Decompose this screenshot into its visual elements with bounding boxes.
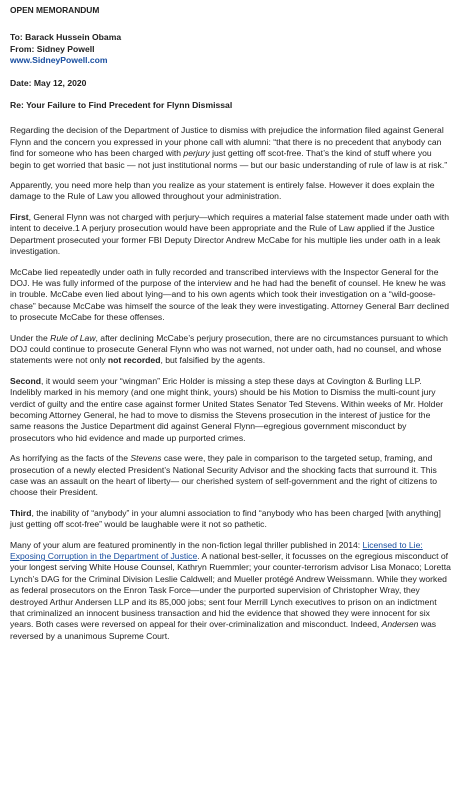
paragraph-3: First, General Flynn was not charged with perjury—which requires a material false statement made under oath with intent to deceive.1 A perjury prosecution would have been appropriate and the Rule of Law applied if the Justice Department prosecuted your former FBI Deputy Director Andrew McCabe for his multiple lies under oath in a leak investigation. xyxy=(10,211,449,257)
paragraph-5: Under the Rule of Law, after declining McCabe’s perjury prosecution, there are no circumstances pursuant to which DOJ could continue to prosecute General Flynn who was not warned, not under oath, had no counsel, and whose statements were not only not recorded, but falsified by the agents. xyxy=(10,332,448,366)
memo-to: To: Barack Hussein Obama xyxy=(10,32,122,43)
memo-date: Date: May 12, 2020 xyxy=(10,77,87,88)
paragraph-8: Third, the inability of “anybody” in your alumni association to find “anybody who has been charged [with anything] just getting off scot-free” would be laughable were it not so pathetic. xyxy=(10,507,441,530)
book-link[interactable]: Licensed to Lie: Exposing Corruption in the Department of Justice xyxy=(10,539,423,562)
website-link[interactable]: www.SidneyPowell.com xyxy=(10,55,108,66)
paragraph-6: Second, it would seem your “wingman” Eric Holder is missing a step these days at Covington & Burling LLP. Indelibly marked in his memory (and one might think, yours) should be his Motion to Dismiss the multi-count jury verdict of guilty and the entire case against former United States Senator Ted Stevens. Within weeks of Mr. Holder becoming Attorney General, he had to move to dismiss the Stevens prosecution in the interest of justice for the same reasons the Justice Department did against General Flynn—egregious government misconduct by prosecutors who hid evidence and made up purported crimes. xyxy=(10,375,444,443)
paragraph-1: Regarding the decision of the Department of Justice to dismiss with prejudice the information filed against General Flynn and the concern you expressed in your phone call with alumni: “that there is no precedent that anybody can find for someone who has been charged with perjury just getting off scot-free. That’s the kind of stuff where you begin to get worried that basic — not just institutional norms — but our basic understanding of rule of law is at risk.” xyxy=(10,125,448,170)
paragraph-2: Apparently, you need more help than you realize as your statement is entirely false. However it does explain the damage to the Rule of Law you allowed throughout your administration. xyxy=(10,180,435,202)
paragraph-7: As horrifying as the facts of the Stevens case were, they pale in comparison to the targeted setup, framing, and prosecution of a newly elected President’s National Security Advisor and the shocking facts that surround it. This case was an assault on the heart of liberty— our cherished system of self-government and the right of citizens to choose their President. xyxy=(10,453,438,498)
paragraph-9: Many of your alum are featured prominently in the non-fiction legal thriller published in 2014: Licensed to Lie: Exposing Corruption in the Department of Justice. A national best-seller, it focusses on the egregious misconduct of your longest serving White House Counsel, Kathryn Ruemmler; your counter-terrorism advisor Lisa Monaco; Loretta Lynch’s DAG for the Criminal Division Leslie Caldwell; and Mueller protégé Andrew Weissmann. While they worked as federal prosecutors on the Enron Task Force—under the purported supervision of Christopher Wray, they destroyed Arthur Andersen LLP and its 85,000 jobs; sent four Merrill Lynch executives to prison on an indictment that criminalized an innocent business transaction and hid the evidence that showed they were innocent for six years. Both cases were reversed on appeal for their over-criminalization and misconduct. Indeed, Andersen was reversed by a unanimous Supreme Court. xyxy=(10,539,451,641)
memo-from: From: Sidney Powell xyxy=(10,43,95,54)
memo-heading: OPEN MEMORANDUM xyxy=(10,5,100,15)
paragraph-4: McCabe lied repeatedly under oath in fully recorded and transcribed interviews with the Inspector General for the DOJ. He was fully informed of the purpose of the interview and he had had the benefit of counsel. He knew he was in trouble. McCabe even lied about lying—and to his own agents which took their investigation on a “wild-goose-chase” because McCabe was himself the source of the leak they were investigating. Attorney General Barr declined to prosecute McCabe for these offenses. xyxy=(10,266,449,323)
memo-subject: Re: Your Failure to Find Precedent for Flynn Dismissal xyxy=(10,100,233,111)
